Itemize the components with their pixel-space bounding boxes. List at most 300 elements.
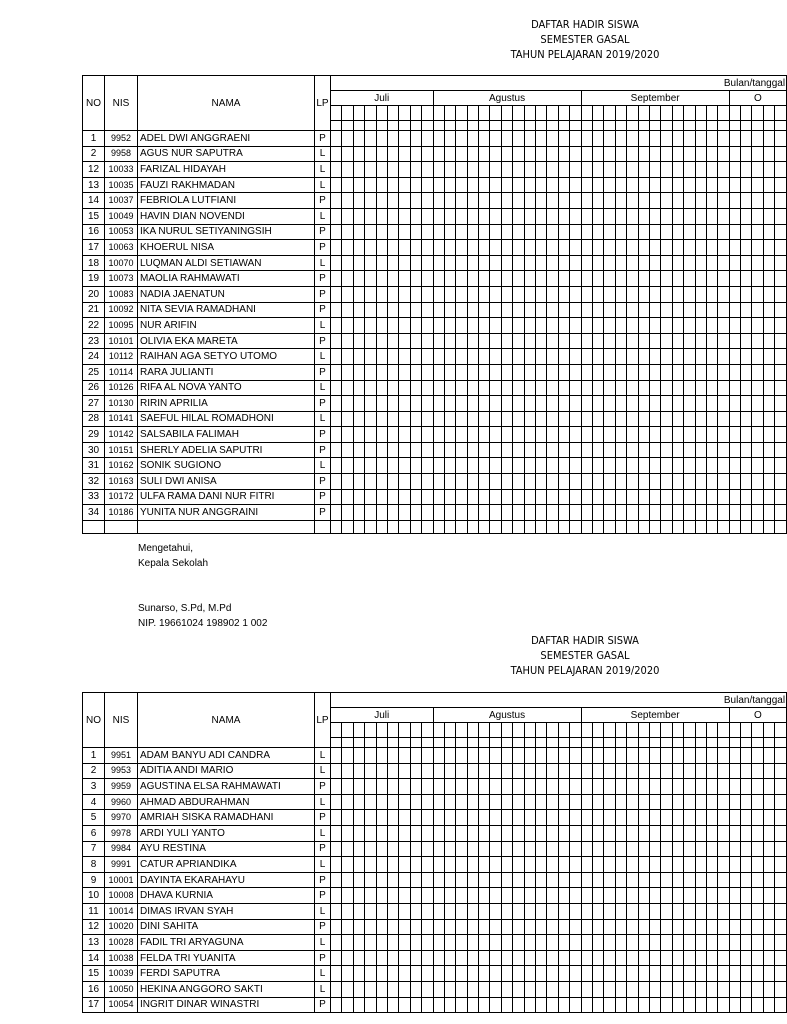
- attendance-cell[interactable]: [536, 333, 547, 349]
- attendance-cell[interactable]: [672, 177, 683, 193]
- attendance-cell[interactable]: [558, 286, 569, 302]
- attendance-cell[interactable]: [752, 193, 763, 209]
- attendance-cell[interactable]: [342, 333, 353, 349]
- attendance-cell[interactable]: [456, 318, 467, 334]
- attendance-cell[interactable]: [638, 748, 649, 764]
- attendance-cell[interactable]: [422, 380, 433, 396]
- attendance-cell[interactable]: [410, 240, 421, 256]
- attendance-cell[interactable]: [649, 349, 660, 365]
- attendance-cell[interactable]: [387, 349, 398, 365]
- attendance-cell[interactable]: [399, 748, 410, 764]
- attendance-cell[interactable]: [376, 903, 387, 919]
- attendance-cell[interactable]: [501, 364, 512, 380]
- attendance-cell[interactable]: [376, 146, 387, 162]
- day-header-cell[interactable]: [422, 723, 433, 738]
- attendance-cell[interactable]: [387, 131, 398, 147]
- attendance-cell[interactable]: [638, 255, 649, 271]
- attendance-cell[interactable]: [763, 427, 774, 443]
- attendance-cell[interactable]: [456, 208, 467, 224]
- attendance-cell[interactable]: [741, 364, 752, 380]
- attendance-cell[interactable]: [433, 162, 444, 178]
- attendance-cell[interactable]: [752, 286, 763, 302]
- attendance-cell[interactable]: [729, 935, 740, 951]
- attendance-cell[interactable]: [399, 966, 410, 982]
- attendance-cell[interactable]: [501, 380, 512, 396]
- attendance-cell[interactable]: [581, 763, 592, 779]
- day-header-cell[interactable]: [433, 723, 444, 738]
- attendance-cell[interactable]: [752, 825, 763, 841]
- attendance-cell[interactable]: [570, 318, 581, 334]
- attendance-cell[interactable]: [376, 966, 387, 982]
- attendance-cell[interactable]: [365, 193, 376, 209]
- attendance-cell[interactable]: [638, 318, 649, 334]
- day-header-cell[interactable]: [649, 106, 660, 121]
- day-header-cell[interactable]: [627, 106, 638, 121]
- attendance-cell[interactable]: [695, 981, 706, 997]
- attendance-cell[interactable]: [752, 208, 763, 224]
- attendance-cell[interactable]: [547, 224, 558, 240]
- attendance-cell[interactable]: [376, 763, 387, 779]
- attendance-cell[interactable]: [627, 333, 638, 349]
- attendance-cell[interactable]: [627, 349, 638, 365]
- attendance-cell[interactable]: [536, 810, 547, 826]
- attendance-cell[interactable]: [547, 240, 558, 256]
- day-header-cell[interactable]: [752, 723, 763, 738]
- attendance-cell[interactable]: [399, 162, 410, 178]
- day-header-cell[interactable]: [706, 723, 717, 738]
- attendance-cell[interactable]: [365, 779, 376, 795]
- attendance-cell[interactable]: [558, 302, 569, 318]
- attendance-cell[interactable]: [558, 349, 569, 365]
- attendance-cell[interactable]: [752, 919, 763, 935]
- attendance-cell[interactable]: [501, 318, 512, 334]
- attendance-cell[interactable]: [433, 857, 444, 873]
- attendance-cell[interactable]: [513, 193, 524, 209]
- day-header-cell[interactable]: [467, 723, 478, 738]
- attendance-cell[interactable]: [684, 810, 695, 826]
- attendance-cell[interactable]: [513, 997, 524, 1013]
- attendance-cell[interactable]: [706, 950, 717, 966]
- attendance-cell[interactable]: [604, 318, 615, 334]
- attendance-cell[interactable]: [353, 779, 364, 795]
- attendance-cell[interactable]: [695, 380, 706, 396]
- attendance-cell[interactable]: [387, 208, 398, 224]
- attendance-cell[interactable]: [558, 318, 569, 334]
- attendance-cell[interactable]: [627, 794, 638, 810]
- attendance-cell[interactable]: [444, 380, 455, 396]
- attendance-cell[interactable]: [376, 997, 387, 1013]
- empty-cell[interactable]: [570, 520, 581, 533]
- attendance-cell[interactable]: [649, 318, 660, 334]
- attendance-cell[interactable]: [695, 872, 706, 888]
- attendance-cell[interactable]: [422, 966, 433, 982]
- attendance-cell[interactable]: [661, 458, 672, 474]
- attendance-cell[interactable]: [490, 427, 501, 443]
- day-header-cell[interactable]: [342, 106, 353, 121]
- attendance-cell[interactable]: [456, 458, 467, 474]
- attendance-cell[interactable]: [718, 810, 729, 826]
- attendance-cell[interactable]: [365, 748, 376, 764]
- attendance-cell[interactable]: [763, 255, 774, 271]
- attendance-cell[interactable]: [467, 442, 478, 458]
- attendance-cell[interactable]: [536, 224, 547, 240]
- attendance-cell[interactable]: [501, 474, 512, 490]
- empty-cell[interactable]: [524, 520, 535, 533]
- attendance-cell[interactable]: [729, 318, 740, 334]
- attendance-cell[interactable]: [752, 240, 763, 256]
- attendance-cell[interactable]: [718, 857, 729, 873]
- attendance-cell[interactable]: [615, 474, 626, 490]
- attendance-cell[interactable]: [592, 240, 603, 256]
- attendance-cell[interactable]: [456, 255, 467, 271]
- attendance-cell[interactable]: [456, 442, 467, 458]
- attendance-cell[interactable]: [433, 825, 444, 841]
- attendance-cell[interactable]: [592, 427, 603, 443]
- attendance-cell[interactable]: [501, 935, 512, 951]
- attendance-cell[interactable]: [536, 825, 547, 841]
- attendance-cell[interactable]: [649, 146, 660, 162]
- attendance-cell[interactable]: [592, 224, 603, 240]
- attendance-cell[interactable]: [604, 841, 615, 857]
- attendance-cell[interactable]: [536, 318, 547, 334]
- attendance-cell[interactable]: [490, 131, 501, 147]
- attendance-cell[interactable]: [558, 857, 569, 873]
- empty-cell[interactable]: [501, 520, 512, 533]
- attendance-cell[interactable]: [490, 193, 501, 209]
- attendance-cell[interactable]: [376, 950, 387, 966]
- attendance-cell[interactable]: [615, 442, 626, 458]
- attendance-cell[interactable]: [741, 131, 752, 147]
- attendance-cell[interactable]: [467, 872, 478, 888]
- attendance-cell[interactable]: [490, 271, 501, 287]
- attendance-cell[interactable]: [490, 505, 501, 521]
- attendance-cell[interactable]: [615, 193, 626, 209]
- attendance-cell[interactable]: [695, 427, 706, 443]
- attendance-cell[interactable]: [706, 919, 717, 935]
- attendance-cell[interactable]: [661, 286, 672, 302]
- attendance-cell[interactable]: [615, 489, 626, 505]
- attendance-cell[interactable]: [718, 255, 729, 271]
- attendance-cell[interactable]: [342, 981, 353, 997]
- attendance-cell[interactable]: [638, 349, 649, 365]
- day-header-cell[interactable]: [752, 106, 763, 121]
- attendance-cell[interactable]: [376, 810, 387, 826]
- day-header-cell[interactable]: [501, 723, 512, 738]
- attendance-cell[interactable]: [433, 966, 444, 982]
- attendance-cell[interactable]: [661, 779, 672, 795]
- attendance-cell[interactable]: [456, 825, 467, 841]
- attendance-cell[interactable]: [729, 442, 740, 458]
- attendance-cell[interactable]: [684, 935, 695, 951]
- attendance-cell[interactable]: [558, 981, 569, 997]
- attendance-cell[interactable]: [490, 333, 501, 349]
- attendance-cell[interactable]: [456, 794, 467, 810]
- attendance-cell[interactable]: [513, 950, 524, 966]
- attendance-cell[interactable]: [672, 411, 683, 427]
- attendance-cell[interactable]: [422, 810, 433, 826]
- attendance-cell[interactable]: [342, 997, 353, 1013]
- attendance-cell[interactable]: [695, 919, 706, 935]
- attendance-cell[interactable]: [376, 841, 387, 857]
- attendance-cell[interactable]: [422, 271, 433, 287]
- attendance-cell[interactable]: [387, 318, 398, 334]
- attendance-cell[interactable]: [627, 271, 638, 287]
- attendance-cell[interactable]: [649, 489, 660, 505]
- attendance-cell[interactable]: [627, 240, 638, 256]
- attendance-cell[interactable]: [456, 224, 467, 240]
- attendance-cell[interactable]: [615, 208, 626, 224]
- attendance-cell[interactable]: [706, 810, 717, 826]
- attendance-cell[interactable]: [684, 489, 695, 505]
- attendance-cell[interactable]: [513, 131, 524, 147]
- attendance-cell[interactable]: [718, 302, 729, 318]
- attendance-cell[interactable]: [399, 872, 410, 888]
- attendance-cell[interactable]: [581, 474, 592, 490]
- attendance-cell[interactable]: [524, 442, 535, 458]
- attendance-cell[interactable]: [524, 380, 535, 396]
- attendance-cell[interactable]: [365, 474, 376, 490]
- attendance-cell[interactable]: [627, 286, 638, 302]
- attendance-cell[interactable]: [444, 810, 455, 826]
- attendance-cell[interactable]: [581, 224, 592, 240]
- attendance-cell[interactable]: [433, 177, 444, 193]
- attendance-cell[interactable]: [536, 271, 547, 287]
- attendance-cell[interactable]: [627, 763, 638, 779]
- empty-cell[interactable]: [456, 520, 467, 533]
- attendance-cell[interactable]: [627, 458, 638, 474]
- attendance-cell[interactable]: [376, 224, 387, 240]
- attendance-cell[interactable]: [627, 302, 638, 318]
- attendance-cell[interactable]: [649, 208, 660, 224]
- attendance-cell[interactable]: [342, 474, 353, 490]
- attendance-cell[interactable]: [547, 271, 558, 287]
- attendance-cell[interactable]: [479, 489, 490, 505]
- attendance-cell[interactable]: [706, 966, 717, 982]
- attendance-cell[interactable]: [467, 411, 478, 427]
- attendance-cell[interactable]: [353, 763, 364, 779]
- attendance-cell[interactable]: [627, 208, 638, 224]
- attendance-cell[interactable]: [775, 857, 787, 873]
- attendance-cell[interactable]: [331, 919, 342, 935]
- attendance-cell[interactable]: [706, 825, 717, 841]
- attendance-cell[interactable]: [444, 364, 455, 380]
- attendance-cell[interactable]: [729, 779, 740, 795]
- attendance-cell[interactable]: [331, 427, 342, 443]
- attendance-cell[interactable]: [752, 177, 763, 193]
- attendance-cell[interactable]: [661, 950, 672, 966]
- attendance-cell[interactable]: [775, 458, 787, 474]
- attendance-cell[interactable]: [410, 442, 421, 458]
- attendance-cell[interactable]: [672, 146, 683, 162]
- empty-cell[interactable]: [638, 520, 649, 533]
- attendance-cell[interactable]: [684, 763, 695, 779]
- attendance-cell[interactable]: [547, 474, 558, 490]
- attendance-cell[interactable]: [706, 396, 717, 412]
- attendance-cell[interactable]: [467, 810, 478, 826]
- attendance-cell[interactable]: [729, 825, 740, 841]
- attendance-cell[interactable]: [558, 966, 569, 982]
- attendance-cell[interactable]: [331, 903, 342, 919]
- attendance-cell[interactable]: [706, 442, 717, 458]
- attendance-cell[interactable]: [444, 997, 455, 1013]
- attendance-cell[interactable]: [365, 505, 376, 521]
- attendance-cell[interactable]: [376, 286, 387, 302]
- attendance-cell[interactable]: [604, 146, 615, 162]
- attendance-cell[interactable]: [558, 919, 569, 935]
- attendance-cell[interactable]: [342, 146, 353, 162]
- attendance-cell[interactable]: [331, 131, 342, 147]
- empty-cell[interactable]: [581, 520, 592, 533]
- attendance-cell[interactable]: [479, 224, 490, 240]
- attendance-cell[interactable]: [547, 193, 558, 209]
- attendance-cell[interactable]: [763, 442, 774, 458]
- attendance-cell[interactable]: [410, 763, 421, 779]
- attendance-cell[interactable]: [331, 224, 342, 240]
- empty-cell[interactable]: [558, 520, 569, 533]
- attendance-cell[interactable]: [604, 224, 615, 240]
- attendance-cell[interactable]: [365, 364, 376, 380]
- attendance-cell[interactable]: [456, 763, 467, 779]
- attendance-cell[interactable]: [490, 841, 501, 857]
- attendance-cell[interactable]: [365, 411, 376, 427]
- attendance-cell[interactable]: [342, 396, 353, 412]
- attendance-cell[interactable]: [684, 872, 695, 888]
- attendance-cell[interactable]: [661, 474, 672, 490]
- attendance-cell[interactable]: [661, 318, 672, 334]
- attendance-cell[interactable]: [581, 841, 592, 857]
- attendance-cell[interactable]: [592, 505, 603, 521]
- attendance-cell[interactable]: [376, 302, 387, 318]
- attendance-cell[interactable]: [353, 349, 364, 365]
- attendance-cell[interactable]: [615, 162, 626, 178]
- attendance-cell[interactable]: [513, 349, 524, 365]
- attendance-cell[interactable]: [524, 286, 535, 302]
- attendance-cell[interactable]: [331, 286, 342, 302]
- attendance-cell[interactable]: [547, 794, 558, 810]
- attendance-cell[interactable]: [467, 825, 478, 841]
- attendance-cell[interactable]: [695, 966, 706, 982]
- day-header-cell[interactable]: [604, 723, 615, 738]
- attendance-cell[interactable]: [410, 380, 421, 396]
- attendance-cell[interactable]: [729, 950, 740, 966]
- attendance-cell[interactable]: [501, 763, 512, 779]
- attendance-cell[interactable]: [331, 333, 342, 349]
- attendance-cell[interactable]: [604, 427, 615, 443]
- attendance-cell[interactable]: [741, 193, 752, 209]
- attendance-cell[interactable]: [524, 349, 535, 365]
- attendance-cell[interactable]: [444, 442, 455, 458]
- attendance-cell[interactable]: [399, 888, 410, 904]
- attendance-cell[interactable]: [741, 841, 752, 857]
- attendance-cell[interactable]: [536, 177, 547, 193]
- attendance-cell[interactable]: [376, 919, 387, 935]
- day-header-cell[interactable]: [399, 723, 410, 738]
- attendance-cell[interactable]: [387, 810, 398, 826]
- attendance-cell[interactable]: [718, 380, 729, 396]
- attendance-cell[interactable]: [456, 146, 467, 162]
- day-header-cell[interactable]: [547, 106, 558, 121]
- attendance-cell[interactable]: [763, 779, 774, 795]
- attendance-cell[interactable]: [490, 396, 501, 412]
- attendance-cell[interactable]: [763, 146, 774, 162]
- attendance-cell[interactable]: [649, 748, 660, 764]
- attendance-cell[interactable]: [342, 748, 353, 764]
- attendance-cell[interactable]: [524, 458, 535, 474]
- attendance-cell[interactable]: [763, 794, 774, 810]
- attendance-cell[interactable]: [604, 442, 615, 458]
- attendance-cell[interactable]: [718, 333, 729, 349]
- attendance-cell[interactable]: [353, 131, 364, 147]
- attendance-cell[interactable]: [570, 825, 581, 841]
- attendance-cell[interactable]: [718, 458, 729, 474]
- attendance-cell[interactable]: [331, 442, 342, 458]
- attendance-cell[interactable]: [775, 935, 787, 951]
- attendance-cell[interactable]: [729, 364, 740, 380]
- attendance-cell[interactable]: [638, 396, 649, 412]
- attendance-cell[interactable]: [684, 779, 695, 795]
- attendance-cell[interactable]: [410, 997, 421, 1013]
- attendance-cell[interactable]: [581, 872, 592, 888]
- attendance-cell[interactable]: [581, 162, 592, 178]
- attendance-cell[interactable]: [729, 981, 740, 997]
- attendance-cell[interactable]: [524, 763, 535, 779]
- attendance-cell[interactable]: [706, 748, 717, 764]
- attendance-cell[interactable]: [775, 224, 787, 240]
- attendance-cell[interactable]: [729, 271, 740, 287]
- day-header-cell[interactable]: [433, 106, 444, 121]
- attendance-cell[interactable]: [649, 131, 660, 147]
- attendance-cell[interactable]: [353, 177, 364, 193]
- attendance-cell[interactable]: [536, 903, 547, 919]
- attendance-cell[interactable]: [410, 888, 421, 904]
- attendance-cell[interactable]: [695, 193, 706, 209]
- attendance-cell[interactable]: [399, 349, 410, 365]
- attendance-cell[interactable]: [353, 919, 364, 935]
- attendance-cell[interactable]: [467, 981, 478, 997]
- attendance-cell[interactable]: [752, 997, 763, 1013]
- attendance-cell[interactable]: [513, 318, 524, 334]
- attendance-cell[interactable]: [433, 779, 444, 795]
- attendance-cell[interactable]: [752, 841, 763, 857]
- attendance-cell[interactable]: [490, 794, 501, 810]
- attendance-cell[interactable]: [513, 748, 524, 764]
- attendance-cell[interactable]: [672, 888, 683, 904]
- attendance-cell[interactable]: [422, 349, 433, 365]
- attendance-cell[interactable]: [718, 825, 729, 841]
- attendance-cell[interactable]: [547, 966, 558, 982]
- attendance-cell[interactable]: [581, 442, 592, 458]
- attendance-cell[interactable]: [387, 364, 398, 380]
- attendance-cell[interactable]: [467, 224, 478, 240]
- attendance-cell[interactable]: [353, 825, 364, 841]
- attendance-cell[interactable]: [558, 825, 569, 841]
- attendance-cell[interactable]: [718, 193, 729, 209]
- attendance-cell[interactable]: [387, 779, 398, 795]
- attendance-cell[interactable]: [706, 411, 717, 427]
- attendance-cell[interactable]: [524, 240, 535, 256]
- attendance-cell[interactable]: [695, 903, 706, 919]
- attendance-cell[interactable]: [501, 208, 512, 224]
- attendance-cell[interactable]: [581, 193, 592, 209]
- attendance-cell[interactable]: [741, 950, 752, 966]
- attendance-cell[interactable]: [684, 349, 695, 365]
- attendance-cell[interactable]: [547, 997, 558, 1013]
- attendance-cell[interactable]: [706, 888, 717, 904]
- attendance-cell[interactable]: [684, 841, 695, 857]
- attendance-cell[interactable]: [695, 411, 706, 427]
- attendance-cell[interactable]: [706, 224, 717, 240]
- attendance-cell[interactable]: [672, 240, 683, 256]
